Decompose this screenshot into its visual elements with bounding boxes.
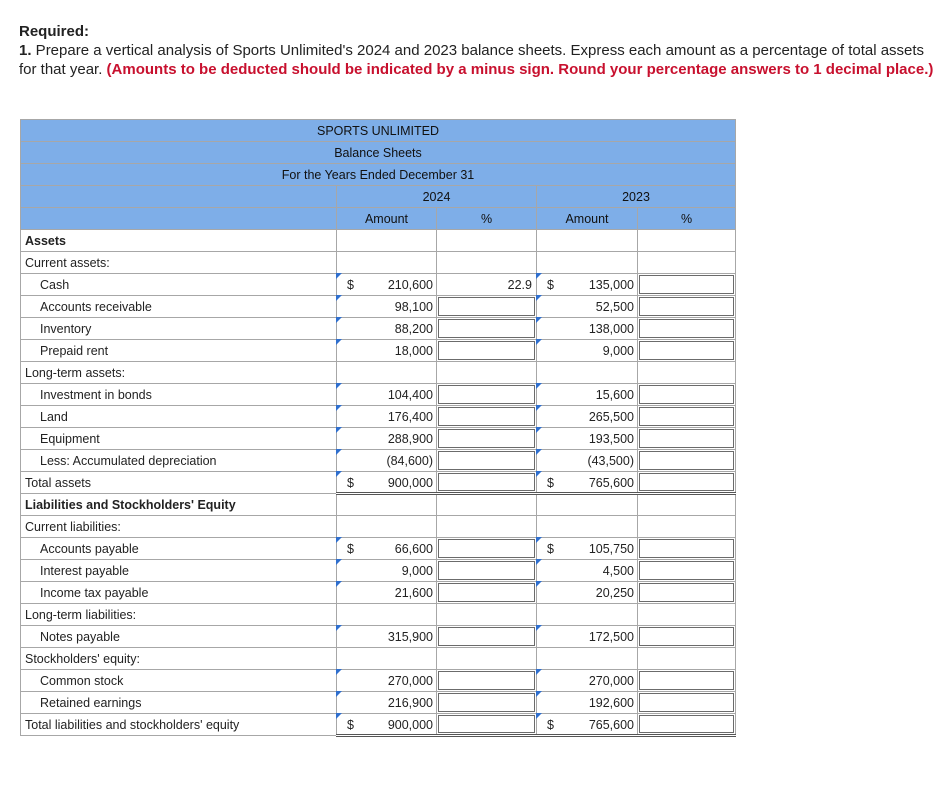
pct-2024-input[interactable] bbox=[437, 274, 537, 296]
pct-2024-input[interactable] bbox=[437, 560, 537, 582]
company-name: SPORTS UNLIMITED bbox=[21, 120, 736, 142]
amount-2024-cell bbox=[337, 274, 437, 296]
amount-2023-cell bbox=[537, 296, 638, 318]
header-row-statement bbox=[21, 142, 736, 164]
amount-2024-cell bbox=[337, 318, 437, 340]
statement-title: Balance Sheets bbox=[21, 142, 736, 164]
row-label: Land bbox=[21, 406, 337, 428]
pct-2023-input[interactable] bbox=[638, 538, 736, 560]
amount-2024-cell bbox=[337, 582, 437, 604]
pct-2023-input[interactable] bbox=[638, 450, 736, 472]
amount-2023-cell bbox=[537, 450, 638, 472]
row-label: Common stock bbox=[21, 670, 337, 692]
dollar-sign: $ bbox=[347, 476, 354, 490]
table-row bbox=[21, 318, 736, 340]
pct-2024-input[interactable] bbox=[437, 472, 537, 494]
row-label: Interest payable bbox=[21, 560, 337, 582]
amount-2024: 9,000 bbox=[401, 564, 433, 578]
pct-2023-input[interactable] bbox=[638, 406, 736, 428]
pct-2023-input[interactable] bbox=[638, 428, 736, 450]
assets-heading: Assets bbox=[21, 230, 337, 252]
section-row-liabilities bbox=[21, 494, 736, 516]
table-row bbox=[21, 670, 736, 692]
amount-2023-cell bbox=[537, 318, 638, 340]
table-row bbox=[21, 340, 736, 362]
row-label: Equipment bbox=[21, 428, 337, 450]
stockholders-equity-label: Stockholders' equity: bbox=[21, 648, 337, 670]
section-row-current-assets bbox=[21, 252, 736, 274]
required-label: Required: bbox=[19, 23, 90, 40]
amount-2024-cell bbox=[337, 384, 437, 406]
header-row-company bbox=[21, 120, 736, 142]
long-term-assets-label: Long-term assets: bbox=[21, 362, 337, 384]
amount-2023-cell bbox=[537, 472, 638, 494]
amount-2023: 52,500 bbox=[595, 300, 634, 314]
current-liabilities-label: Current liabilities: bbox=[21, 516, 337, 538]
section-row-stockholders-equity bbox=[21, 648, 736, 670]
amount-2024-cell bbox=[337, 560, 437, 582]
item-number: 1. bbox=[19, 42, 32, 59]
amount-2023-cell bbox=[537, 538, 638, 560]
table-row-total-assets bbox=[21, 472, 736, 494]
amount-2024: (84,600) bbox=[386, 454, 433, 468]
row-label: Less: Accumulated depreciation bbox=[21, 450, 337, 472]
year-2023-header: 2023 bbox=[537, 186, 736, 208]
pct-2024-input[interactable] bbox=[437, 714, 537, 736]
section-row-current-liabilities bbox=[21, 516, 736, 538]
table-row bbox=[21, 692, 736, 714]
dollar-sign: $ bbox=[347, 718, 354, 732]
amount-2024: 88,200 bbox=[394, 322, 433, 336]
row-label: Notes payable bbox=[21, 626, 337, 648]
row-label: Accounts receivable bbox=[21, 296, 337, 318]
table-row bbox=[21, 274, 736, 296]
amount-2023: 172,500 bbox=[588, 630, 634, 644]
table-row bbox=[21, 538, 736, 560]
statement-period: For the Years Ended December 31 bbox=[21, 164, 736, 186]
balance-sheet-table bbox=[20, 119, 736, 737]
pct-2023-input[interactable] bbox=[638, 340, 736, 362]
dollar-sign: $ bbox=[547, 718, 554, 732]
amount-2023: 4,500 bbox=[602, 564, 634, 578]
row-label: Total liabilities and stockholders' equity bbox=[21, 714, 337, 736]
amount-2023-cell bbox=[537, 714, 638, 736]
header-row-columns bbox=[21, 208, 736, 230]
amount-2024: 900,000 bbox=[387, 476, 433, 490]
pct-2024-input[interactable] bbox=[437, 692, 537, 714]
row-label: Accounts payable bbox=[21, 538, 337, 560]
dollar-sign: $ bbox=[547, 542, 554, 556]
instruction-body: Prepare a vertical analysis of Sports Unlimited's 2024 and 2023 balance sheets. Express each amount as a percentage of total assets for that year. bbox=[19, 42, 925, 78]
amount-2024-cell bbox=[337, 428, 437, 450]
amount-2024: 288,900 bbox=[387, 432, 433, 446]
row-label: Income tax payable bbox=[21, 582, 337, 604]
pct-2024-input[interactable] bbox=[437, 538, 537, 560]
pct-2024-input[interactable] bbox=[437, 428, 537, 450]
amount-2024: 18,000 bbox=[394, 344, 433, 358]
amount-2023: 135,000 bbox=[588, 278, 634, 292]
table-row bbox=[21, 406, 736, 428]
row-label: Retained earnings bbox=[21, 692, 337, 714]
amount-2024-cell bbox=[337, 406, 437, 428]
pct-2023-input[interactable] bbox=[638, 318, 736, 340]
instruction-note: (Amounts to be deducted should be indicated by a minus sign. Round your percentage answers to 1 decimal place.) bbox=[106, 61, 934, 78]
dollar-sign: $ bbox=[547, 278, 554, 292]
amount-2023-cell bbox=[537, 626, 638, 648]
amount-2024-cell bbox=[337, 626, 437, 648]
pct-2024-input[interactable] bbox=[437, 450, 537, 472]
amount-2024: 21,600 bbox=[394, 586, 433, 600]
amount-2024-cell bbox=[337, 472, 437, 494]
table-row-total-liabilities-equity bbox=[21, 714, 736, 736]
pct-2023-input[interactable] bbox=[638, 670, 736, 692]
pct-2024-input[interactable] bbox=[437, 582, 537, 604]
pct-2024-input[interactable] bbox=[437, 670, 537, 692]
instruction-text bbox=[19, 41, 944, 79]
amount-2024: 900,000 bbox=[387, 718, 433, 732]
amount-2023: 105,750 bbox=[588, 542, 634, 556]
amount-2023-cell bbox=[537, 560, 638, 582]
amount-2023-cell bbox=[537, 670, 638, 692]
amount-2023: (43,500) bbox=[587, 454, 634, 468]
amount-2023: 138,000 bbox=[588, 322, 634, 336]
pct-2023-input[interactable] bbox=[638, 714, 736, 736]
long-term-liabilities-label: Long-term liabilities: bbox=[21, 604, 337, 626]
section-row-long-term-assets bbox=[21, 362, 736, 384]
amount-2023: 265,500 bbox=[588, 410, 634, 424]
amount-2024: 216,900 bbox=[387, 696, 433, 710]
pct-2023-input[interactable] bbox=[638, 692, 736, 714]
table-row bbox=[21, 428, 736, 450]
row-label: Investment in bonds bbox=[21, 384, 337, 406]
current-assets-label: Current assets: bbox=[21, 252, 337, 274]
row-label: Prepaid rent bbox=[21, 340, 337, 362]
amount-2023-cell bbox=[537, 274, 638, 296]
col-amount-2024: Amount bbox=[337, 208, 437, 230]
pct-2023-input[interactable] bbox=[638, 384, 736, 406]
pct-2024-input[interactable] bbox=[437, 340, 537, 362]
liabilities-heading: Liabilities and Stockholders' Equity bbox=[21, 494, 337, 516]
amount-2023: 193,500 bbox=[588, 432, 634, 446]
instructions bbox=[19, 22, 944, 79]
amount-2024-cell bbox=[337, 714, 437, 736]
amount-2023: 765,600 bbox=[588, 718, 634, 732]
row-label: Cash bbox=[21, 274, 337, 296]
header-row-period bbox=[21, 164, 736, 186]
amount-2024-cell bbox=[337, 538, 437, 560]
amount-2023-cell bbox=[537, 384, 638, 406]
pct-2024-input[interactable] bbox=[437, 626, 537, 648]
pct-2023-input[interactable] bbox=[638, 560, 736, 582]
dollar-sign: $ bbox=[347, 278, 354, 292]
pct-2024-input[interactable] bbox=[437, 406, 537, 428]
amount-2024: 66,600 bbox=[394, 542, 433, 556]
pct-2023-input[interactable] bbox=[638, 582, 736, 604]
pct-2023-input[interactable] bbox=[638, 472, 736, 494]
col-pct-2024: % bbox=[437, 208, 537, 230]
row-label: Inventory bbox=[21, 318, 337, 340]
table-row bbox=[21, 626, 736, 648]
section-row-assets bbox=[21, 230, 736, 252]
amount-2023-cell bbox=[537, 340, 638, 362]
amount-2024-cell bbox=[337, 296, 437, 318]
amount-2023: 270,000 bbox=[588, 674, 634, 688]
table-row bbox=[21, 560, 736, 582]
pct-2024-input[interactable] bbox=[437, 384, 537, 406]
amount-2024-cell bbox=[337, 450, 437, 472]
amount-2023: 192,600 bbox=[588, 696, 634, 710]
row-label: Total assets bbox=[21, 472, 337, 494]
amount-2024: 98,100 bbox=[394, 300, 433, 314]
amount-2023-cell bbox=[537, 406, 638, 428]
amount-2023: 15,600 bbox=[595, 388, 634, 402]
amount-2023-cell bbox=[537, 428, 638, 450]
pct-2024-input[interactable] bbox=[437, 296, 537, 318]
col-amount-2023: Amount bbox=[537, 208, 638, 230]
pct-2023-input[interactable] bbox=[638, 274, 736, 296]
pct-2023-input[interactable] bbox=[638, 626, 736, 648]
amount-2023-cell bbox=[537, 582, 638, 604]
table-row bbox=[21, 296, 736, 318]
section-row-long-term-liabilities bbox=[21, 604, 736, 626]
amount-2024: 104,400 bbox=[387, 388, 433, 402]
dollar-sign: $ bbox=[347, 542, 354, 556]
col-pct-2023: % bbox=[638, 208, 736, 230]
dollar-sign: $ bbox=[547, 476, 554, 490]
amount-2024: 210,600 bbox=[387, 278, 433, 292]
amount-2023: 765,600 bbox=[588, 476, 634, 490]
amount-2023: 9,000 bbox=[602, 344, 634, 358]
amount-2023: 20,250 bbox=[595, 586, 634, 600]
year-2024-header: 2024 bbox=[337, 186, 537, 208]
amount-2024: 315,900 bbox=[387, 630, 433, 644]
amount-2024-cell bbox=[337, 692, 437, 714]
pct-2023-input[interactable] bbox=[638, 296, 736, 318]
pct-2024-value: 22.9 bbox=[507, 278, 532, 292]
amount-2024: 270,000 bbox=[387, 674, 433, 688]
pct-2024-input[interactable] bbox=[437, 318, 537, 340]
header-row-years bbox=[21, 186, 736, 208]
table-row bbox=[21, 450, 736, 472]
amount-2024-cell bbox=[337, 670, 437, 692]
amount-2023-cell bbox=[537, 692, 638, 714]
table-row bbox=[21, 384, 736, 406]
amount-2024-cell bbox=[337, 340, 437, 362]
table-row bbox=[21, 582, 736, 604]
amount-2024: 176,400 bbox=[387, 410, 433, 424]
